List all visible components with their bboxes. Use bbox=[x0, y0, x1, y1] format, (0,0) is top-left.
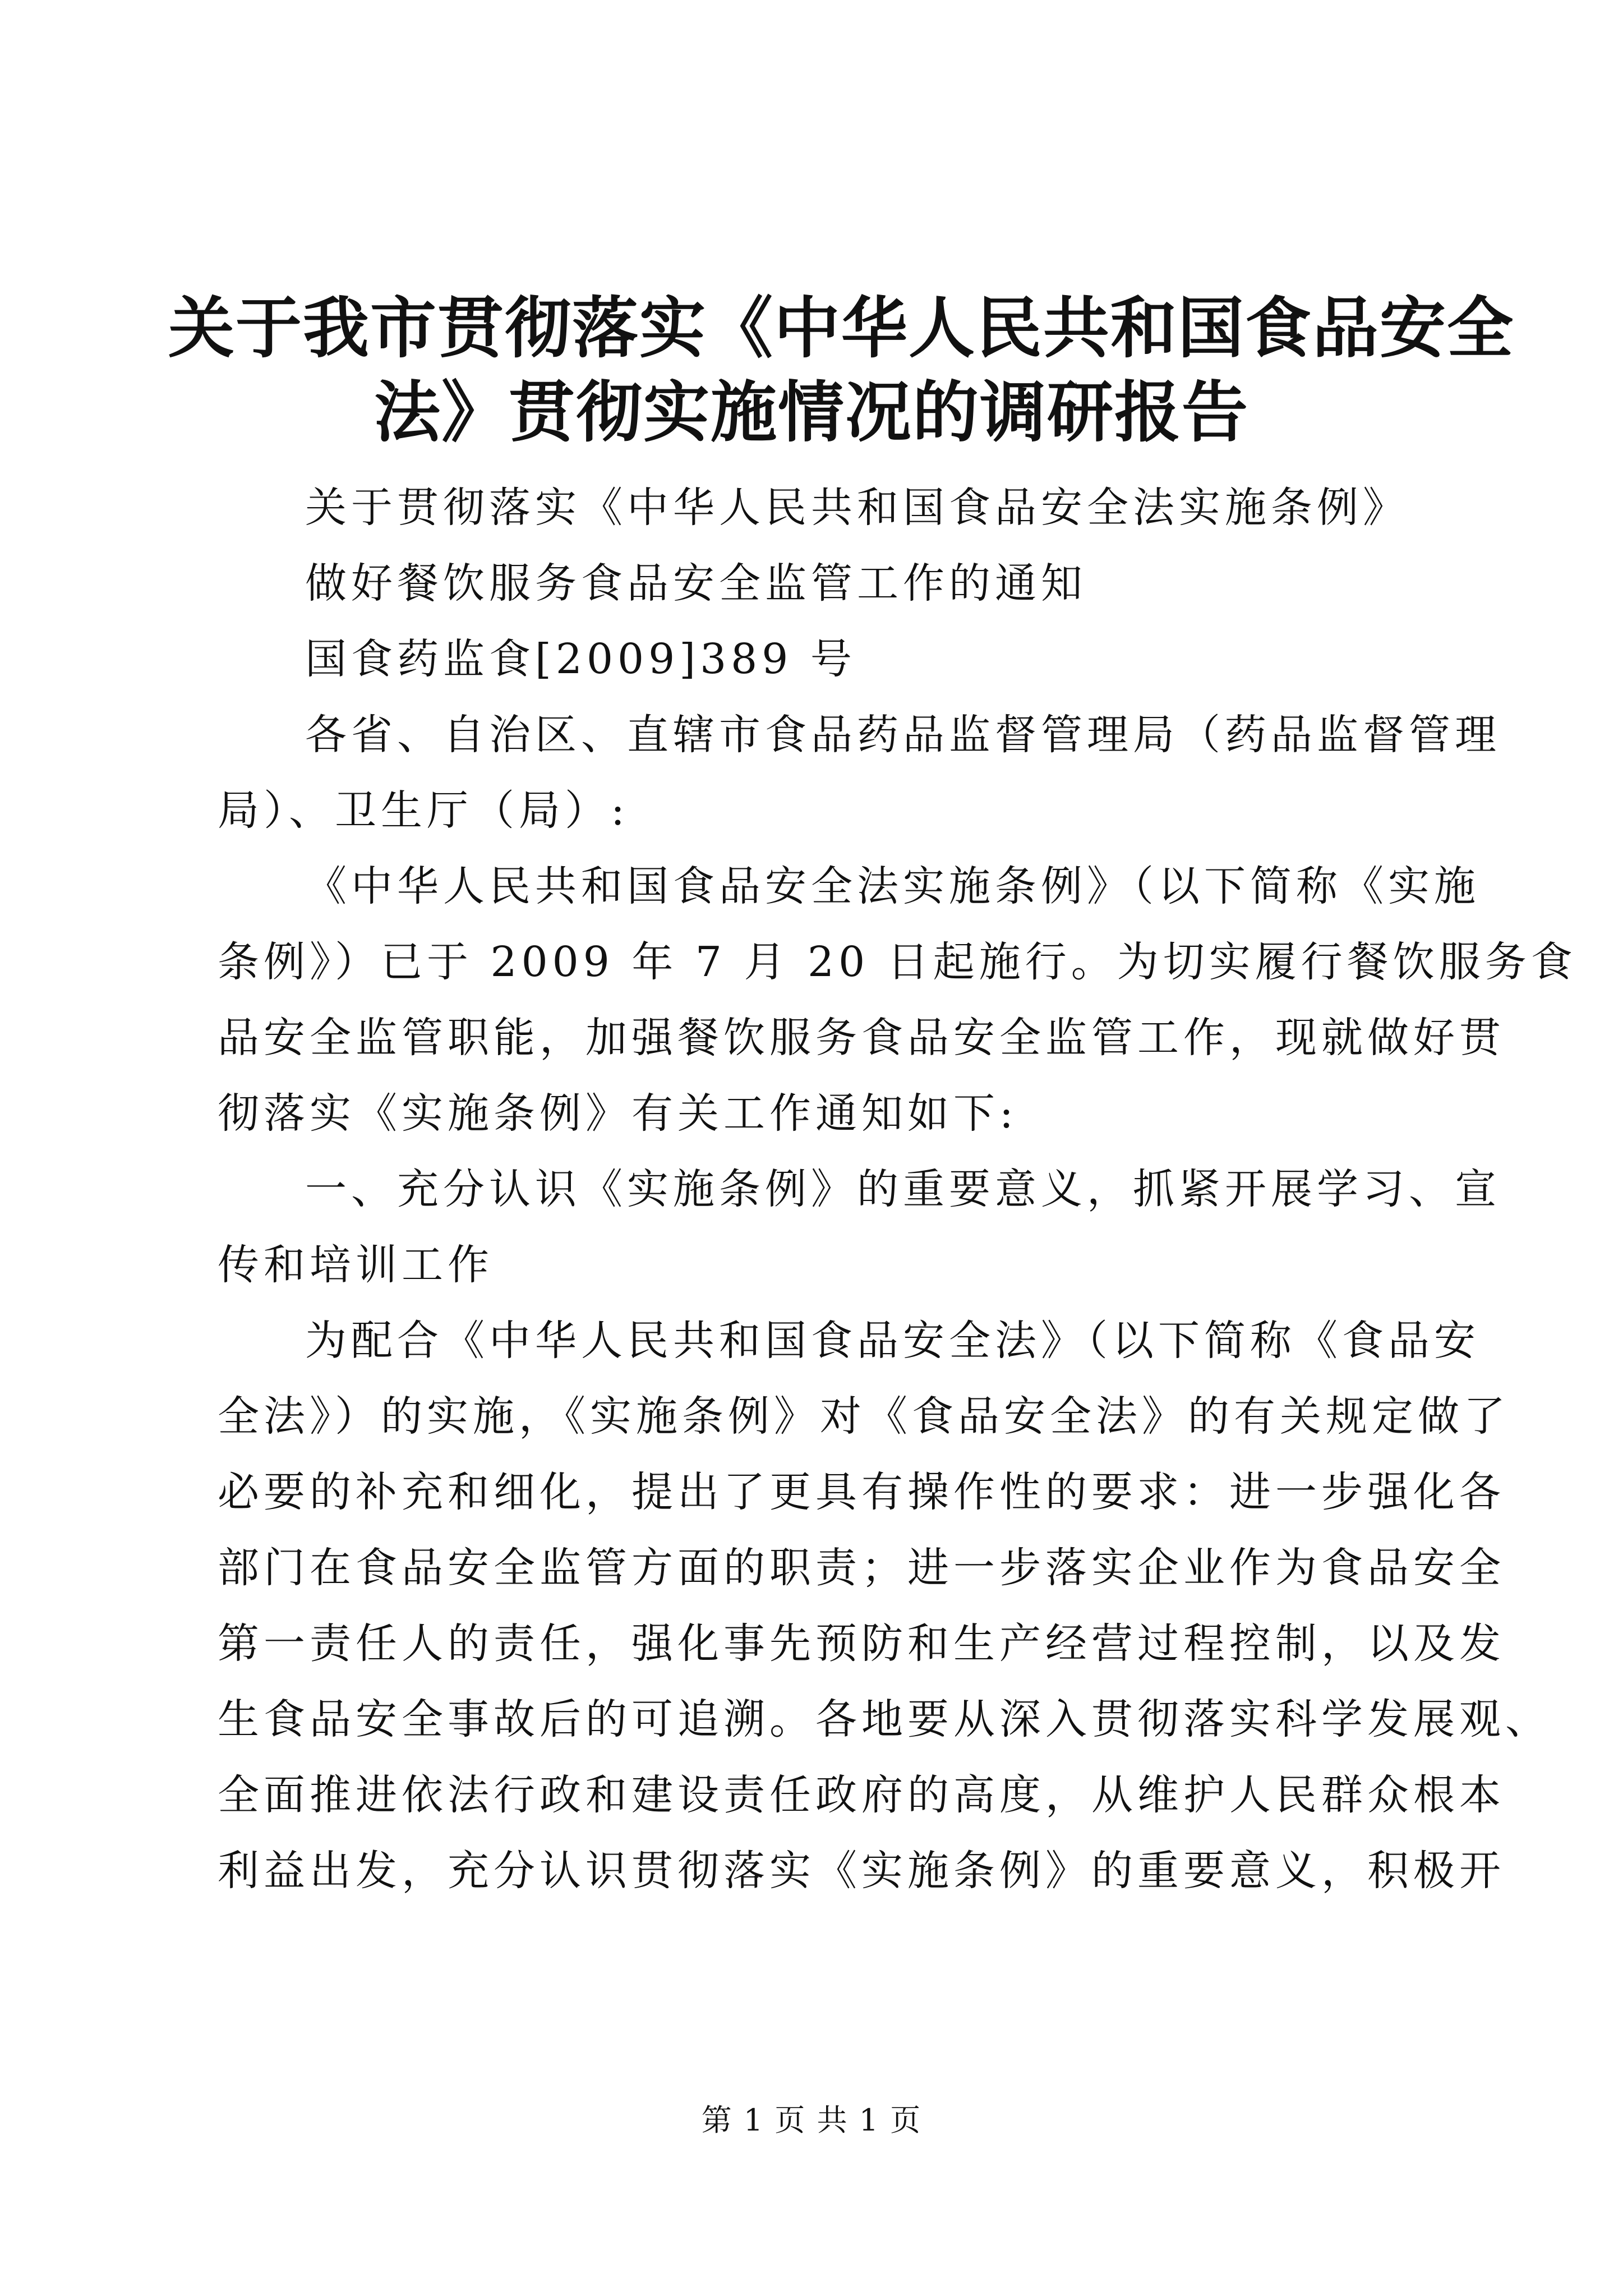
body-line: 局）、卫生厅（局）: bbox=[218, 786, 629, 835]
body-line: 彻落实《实施条例》有关工作通知如下: bbox=[218, 1089, 1018, 1138]
page-footer: 第 1 页 共 1 页 bbox=[701, 2102, 922, 2138]
body-line: 全法》）的实施，《实施条例》对《食品安全法》的有关规定做了 bbox=[218, 1392, 1510, 1441]
body-line: 全面推进依法行政和建设责任政府的高度，从维护人民群众根本 bbox=[218, 1771, 1505, 1819]
body-line: 生食品安全事故后的可追溯。各地要从深入贯彻落实科学发展观、 bbox=[218, 1695, 1551, 1743]
body-line: 做好餐饮服务食品安全监管工作的通知 bbox=[305, 559, 1087, 608]
document-title-line-1: 关于我市贯彻落实《中华人民共和国食品安全 bbox=[168, 289, 1515, 367]
body-line: 部门在食品安全监管方面的职责；进一步落实企业作为食品安全 bbox=[218, 1544, 1505, 1592]
body-line: 必要的补充和细化，提出了更具有操作性的要求：进一步强化各 bbox=[218, 1468, 1505, 1516]
body-line: 《中华人民共和国食品安全法实施条例》（以下简称《实施 bbox=[305, 862, 1480, 910]
section-heading: 传和培训工作 bbox=[218, 1241, 494, 1289]
document-title-line-2: 法》贯彻实施情况的调研报告 bbox=[374, 373, 1249, 451]
body-line: 国食药监食[2009]389 号 bbox=[305, 635, 856, 683]
body-line: 品安全监管职能，加强餐饮服务食品安全监管工作，现就做好贯 bbox=[218, 1014, 1505, 1062]
body-line: 为配合《中华人民共和国食品安全法》（以下简称《食品安 bbox=[305, 1317, 1480, 1365]
body-line: 第一责任人的责任，强化事先预防和生产经营过程控制，以及发 bbox=[218, 1619, 1505, 1668]
body-line: 条例》）已于 2009 年 7 月 20 日起施行。为切实履行餐饮服务食 bbox=[218, 938, 1577, 986]
section-heading: 一、充分认识《实施条例》的重要意义，抓紧开展学习、宣 bbox=[305, 1165, 1501, 1213]
body-line: 各省、自治区、直辖市食品药品监督管理局（药品监督管理 bbox=[305, 711, 1501, 759]
body-line: 关于贯彻落实《中华人民共和国食品安全法实施条例》 bbox=[305, 484, 1409, 532]
body-line: 利益出发，充分认识贯彻落实《实施条例》的重要意义，积极开 bbox=[218, 1847, 1505, 1895]
